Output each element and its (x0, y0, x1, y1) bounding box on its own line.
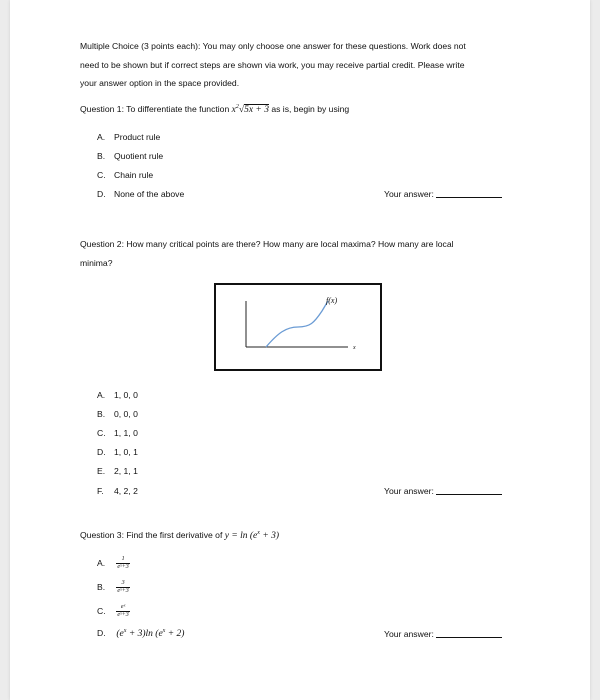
q2-answer-blank[interactable] (436, 494, 502, 495)
instructions-line-3: your answer option in the space provided. (80, 78, 240, 88)
q1-option-a: A. Product rule (97, 132, 161, 142)
q1-option-b: B. Quotient rule (97, 151, 164, 161)
function-curve (266, 301, 328, 347)
instructions (80, 37, 466, 93)
q2-option-d: D. 1, 0, 1 (97, 447, 138, 457)
question-2-prompt: Question 2: How many critical points are there? How many are local maxima? How many are local minima? (80, 239, 454, 268)
q2-graph (214, 283, 382, 371)
q1-answer-blank[interactable] (436, 197, 502, 198)
q2-answer-field[interactable]: Your answer: (384, 486, 502, 496)
q3-option-d-expression: $(e^x + 3)\ln$ $(e^x + 2)$ (116, 628, 185, 639)
question-1-prompt: Question 1: To differentiate the function $x^2√5x + 3$ as is, begin by using (80, 104, 350, 115)
question-3-prompt: Question 3: Find the first derivative of $y = \ln (e^x + 3)$ (80, 530, 280, 541)
q1-option-c: C. Chain rule (97, 170, 154, 180)
worksheet-page (10, 0, 590, 700)
q2-option-f: F. 4, 2, 2 (97, 486, 138, 496)
graph-function-label: f(x) (326, 296, 338, 305)
instructions-line-2: need to be shown but if correct steps are shown via work, you may receive partial credit. Please write (80, 59, 465, 70)
graph-axis-label: x (353, 345, 356, 351)
q2-option-c: C. 1, 1, 0 (97, 428, 138, 438)
q2-option-a: A. 1, 0, 0 (97, 390, 138, 400)
instructions-line-1: Multiple Choice (3 points each): You may only choose one answer for these questions. Work does not (80, 41, 466, 51)
q3-option-c: C. $\frac{\text{eˣ}}{\text{eˣ+3}}$ (97, 604, 129, 618)
q1-option-d: D. None of the above (97, 189, 185, 199)
q2-graph-plot (216, 285, 380, 369)
q3-option-d: D. $(e^x + 3)\ln$ $(e^x + 2)$ (97, 628, 185, 639)
q3-answer-blank[interactable] (436, 637, 502, 638)
q3-option-a: A. $\frac{1}{\text{eˣ+3}}$ (97, 556, 129, 570)
q3-option-c-fraction: $\frac{\text{eˣ}}{\text{eˣ+3}}$ (117, 604, 129, 618)
q2-option-e: E. 2, 1, 1 (97, 466, 138, 476)
q3-option-a-fraction: $\frac{1}{\text{eˣ+3}}$ (117, 556, 129, 570)
q3-option-b: B. $\frac{3}{\text{eˣ+3}}$ (97, 580, 129, 594)
q1-answer-field[interactable]: Your answer: (384, 189, 502, 199)
q3-answer-field[interactable]: Your answer: (384, 629, 502, 639)
question-1-function: $x^2√5x + 3$ (231, 104, 269, 115)
q2-option-b: B. 0, 0, 0 (97, 409, 138, 419)
question-3-equation: $y = \ln (e^x + 3)$ (224, 530, 280, 541)
q3-option-b-fraction: $\frac{3}{\text{eˣ+3}}$ (117, 580, 129, 594)
